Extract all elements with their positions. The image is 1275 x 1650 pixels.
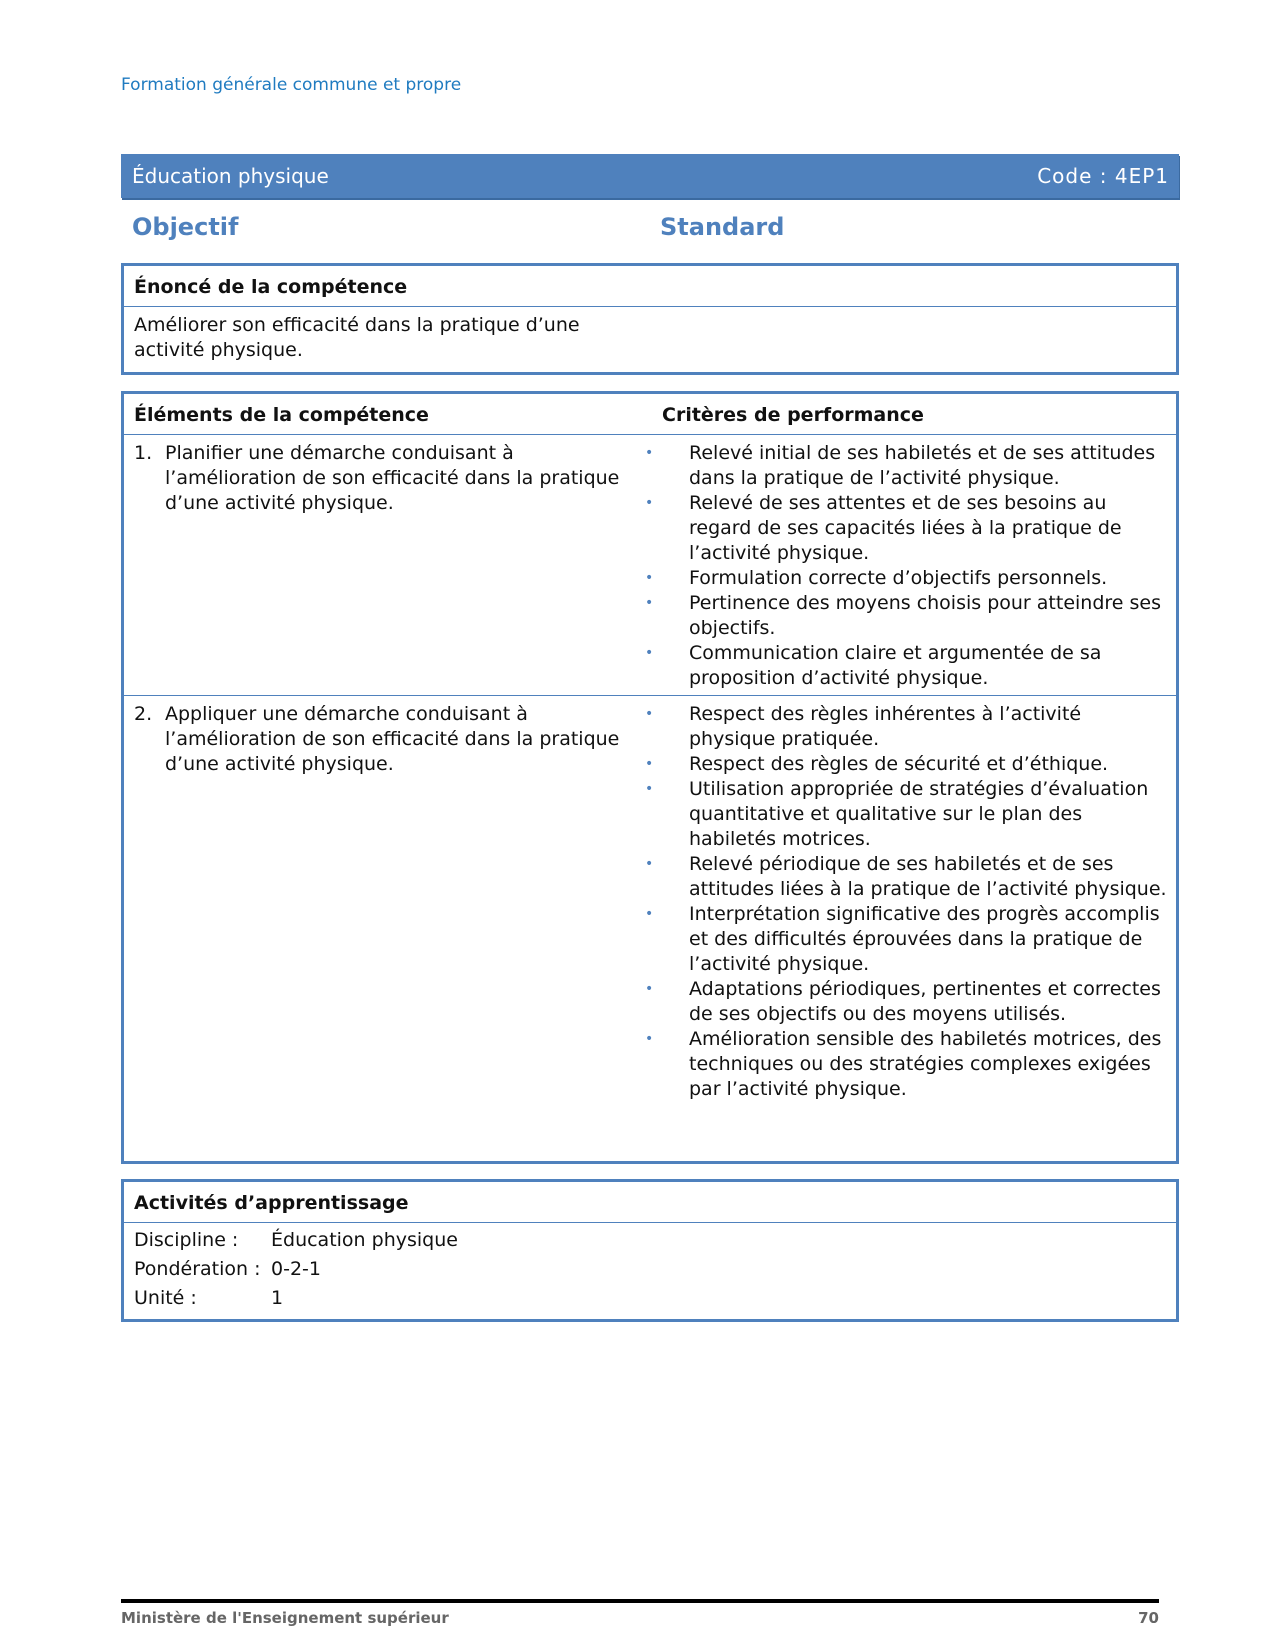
activites-box — [121, 1179, 1179, 1322]
course-title: Éducation physique — [132, 164, 329, 188]
criterion-text: Relevé initial de ses habiletés et de ses attitudes dans la pratique de l’activité physique. — [689, 442, 1156, 489]
criterion-text: Respect des règles de sécurité et d’éthique. — [689, 753, 1109, 775]
bullet-icon: • — [645, 781, 654, 797]
criterion-text: Formulation correcte d’objectifs personnels. — [689, 567, 1108, 589]
criteria-cell — [632, 435, 1176, 695]
bullet-icon: • — [645, 645, 654, 661]
criterion-item — [632, 641, 1168, 691]
criterion-item — [632, 702, 1168, 752]
activites-heading: Activités d’apprentissage — [124, 1182, 1176, 1223]
criterion-text: Pertinence des moyens choisis pour atteindre ses objectifs. — [689, 592, 1162, 639]
elements-heading: Éléments de la compétence — [134, 404, 429, 426]
element-text: Planifier une démarche conduisant à l’amélioration de son efficacité dans la pratique d’une activité physique. — [165, 442, 620, 514]
field-label: Unité : — [134, 1287, 197, 1309]
criterion-item — [632, 752, 1168, 777]
criterion-text: Utilisation appropriée de stratégies d’évaluation quantitative et qualitative sur le plan des habiletés motrices. — [689, 778, 1149, 850]
activity-field — [124, 1255, 1176, 1284]
criterion-text: Respect des règles inhérentes à l’activité physique pratiquée. — [689, 703, 1082, 750]
enonce-box — [121, 263, 1179, 375]
bullet-icon: • — [645, 856, 654, 872]
criteres-heading: Critères de performance — [662, 404, 924, 426]
page-number: 70 — [1138, 1609, 1159, 1627]
criterion-text: Communication claire et argumentée de sa proposition d’activité physique. — [689, 642, 1102, 689]
course-code: Code : 4EP1 — [1037, 164, 1169, 188]
element-text: Appliquer une démarche conduisant à l’amélioration de son efficacité dans la pratique d’une activité physique. — [165, 703, 620, 775]
running-head: Formation générale commune et propre — [121, 75, 462, 95]
field-value: Éducation physique — [271, 1229, 458, 1251]
criterion-text: Interprétation significative des progrès accomplis et des difficultés éprouvées dans la pratique de l’activité physique. — [689, 903, 1160, 975]
element-row — [124, 435, 1176, 696]
criterion-item — [632, 441, 1168, 491]
criterion-text: Relevé de ses attentes et de ses besoins au regard de ses capacités liées à la pratique de l’activité physique. — [689, 492, 1122, 564]
field-value: 1 — [271, 1287, 284, 1309]
standard-heading: Standard — [660, 213, 785, 241]
element-number: 1. — [134, 442, 153, 464]
bullet-icon: • — [645, 981, 654, 997]
criterion-text: Relevé périodique de ses habiletés et de ses attitudes liées à la pratique de l’activité physique. — [689, 853, 1167, 900]
objectif-heading: Objectif — [132, 213, 239, 241]
field-value: 0-2-1 — [271, 1258, 321, 1280]
criterion-item — [632, 1027, 1168, 1102]
bullet-icon: • — [645, 445, 654, 461]
bullet-icon: • — [645, 756, 654, 772]
bullet-icon: • — [645, 595, 654, 611]
footer-divider — [121, 1599, 1159, 1603]
page-footer — [121, 1609, 1159, 1627]
criterion-item — [632, 566, 1168, 591]
field-label: Discipline : — [134, 1229, 239, 1251]
activity-field — [124, 1226, 1176, 1255]
criterion-item — [632, 777, 1168, 852]
bullet-icon: • — [645, 570, 654, 586]
bullet-icon: • — [645, 706, 654, 722]
footer-ministry: Ministère de l'Enseignement supérieur — [121, 1609, 449, 1627]
criterion-item — [632, 902, 1168, 977]
course-banner — [121, 154, 1179, 198]
criterion-item — [632, 591, 1168, 641]
elements-header-row — [124, 394, 1176, 435]
elements-table — [121, 391, 1179, 1164]
criterion-item — [632, 491, 1168, 566]
bullet-icon: • — [645, 906, 654, 922]
criterion-item — [632, 977, 1168, 1027]
element-row — [124, 696, 1176, 1106]
bullet-icon: • — [645, 495, 654, 511]
bullet-icon: • — [645, 1031, 654, 1047]
element-cell — [124, 435, 632, 695]
field-label: Pondération : — [134, 1258, 261, 1280]
criterion-item — [632, 852, 1168, 902]
activity-field — [124, 1284, 1176, 1313]
enonce-heading: Énoncé de la compétence — [124, 266, 1176, 307]
element-number: 2. — [134, 703, 153, 725]
criterion-text: Amélioration sensible des habiletés motrices, des techniques ou des stratégies complexes exigées par l’activité physique. — [689, 1028, 1162, 1100]
element-cell — [124, 696, 632, 1106]
criterion-text: Adaptations périodiques, pertinentes et correctes de ses objectifs ou des moyens utilisés. — [689, 978, 1161, 1025]
enonce-text: Améliorer son efficacité dans la pratique d’une activité physique. — [134, 314, 580, 361]
criteria-cell — [632, 696, 1176, 1106]
